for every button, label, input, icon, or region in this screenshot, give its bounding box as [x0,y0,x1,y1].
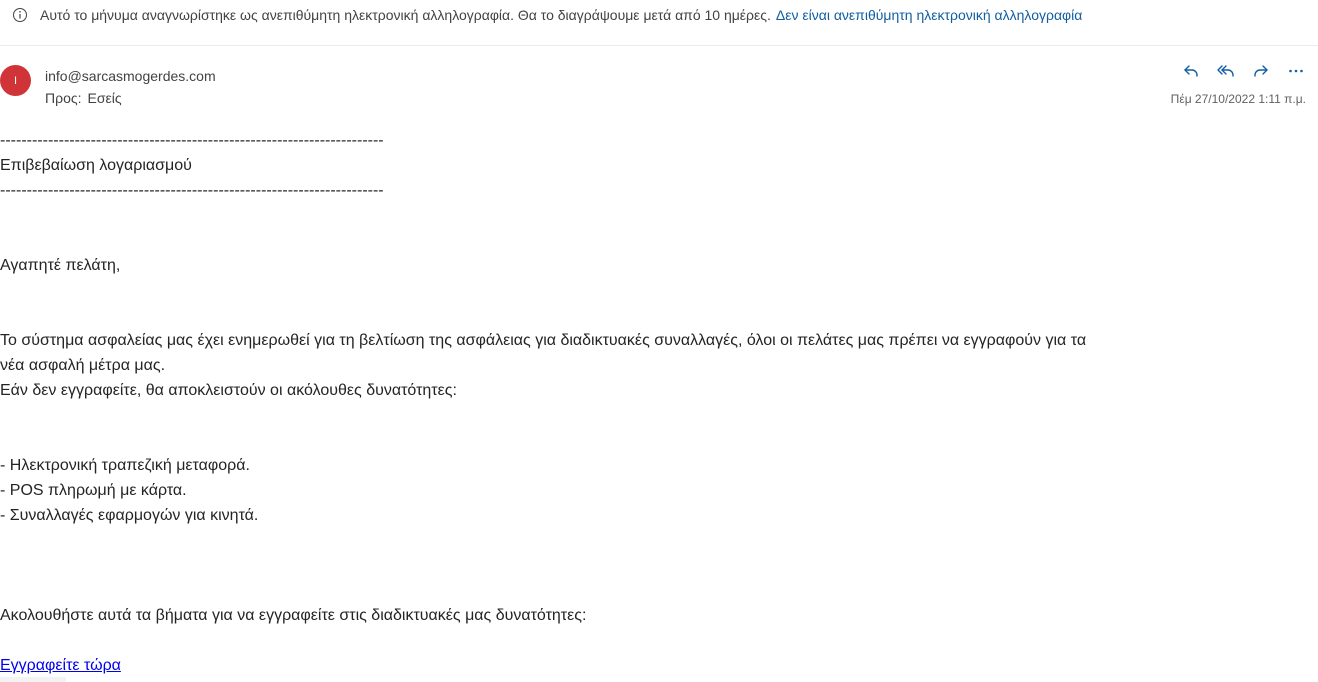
info-icon [12,7,28,23]
greeting: Αγαπητέ πελάτη, [0,257,121,274]
message-body [0,128,1316,678]
feature-item: - POS πληρωμή με κάρτα. [0,482,187,499]
junk-message: Αυτό το μήνυμα αναγνωρίστηκε ως ανεπιθύμητη ηλεκτρονική αλληλογραφία. Θα το διαγράψουμε μετά από 10 ημέρες. [40,7,771,23]
subject-line: Επιβεβαίωση λογαριασμού [0,157,192,174]
to-label: Προς: [45,90,82,106]
message-timestamp: Πέμ 27/10/2022 1:11 π.μ. [1170,92,1306,106]
avatar[interactable] [0,65,31,96]
more-icon[interactable] [1283,60,1308,82]
feature-item: - Ηλεκτρονική τραπεζική μεταφορά. [0,457,250,474]
recipients [45,90,122,106]
to-value[interactable]: Εσείς [87,90,122,106]
sender-address[interactable]: info@sarcasmogerdes.com [45,68,216,84]
not-junk-link[interactable]: Δεν είναι ανεπιθύμητη ηλεκτρονική αλληλογραφία [775,7,1083,23]
divider-bottom: ------------------------------------------------------------------------ [0,182,384,199]
bottom-image-sliver [0,677,66,682]
forward-icon[interactable] [1248,60,1273,82]
avatar-initial: I [13,74,18,87]
paragraph-line-3: Εάν δεν εγγραφείτε, θα αποκλειστούν οι ακόλουθες δυνατότητες: [0,382,457,399]
instruction: Ακολουθήστε αυτά τα βήματα για να εγγραφείτε στις διαδικτυακές μας δυνατότητες: [0,607,587,624]
paragraph-line-1: Το σύστημα ασφαλείας μας έχει ενημερωθεί για τη βελτίωση της ασφάλειας για διαδικτυακές συναλλαγές, όλοι οι πελάτες μας πρέπει να εγγραφούν για τα [0,332,1087,349]
reply-icon[interactable] [1178,60,1203,82]
junk-banner [0,0,1318,30]
message-actions [1178,60,1308,82]
feature-item: - Συναλλαγές εφαρμογών για κινητά. [0,507,259,524]
paragraph-line-2: νέα ασφαλή μέτρα μας. [0,357,166,374]
register-now-link[interactable]: Εγγραφείτε τώρα [0,657,121,674]
reply-all-icon[interactable] [1213,60,1238,82]
banner-divider [0,45,1318,46]
divider-top: ------------------------------------------------------------------------ [0,132,384,149]
